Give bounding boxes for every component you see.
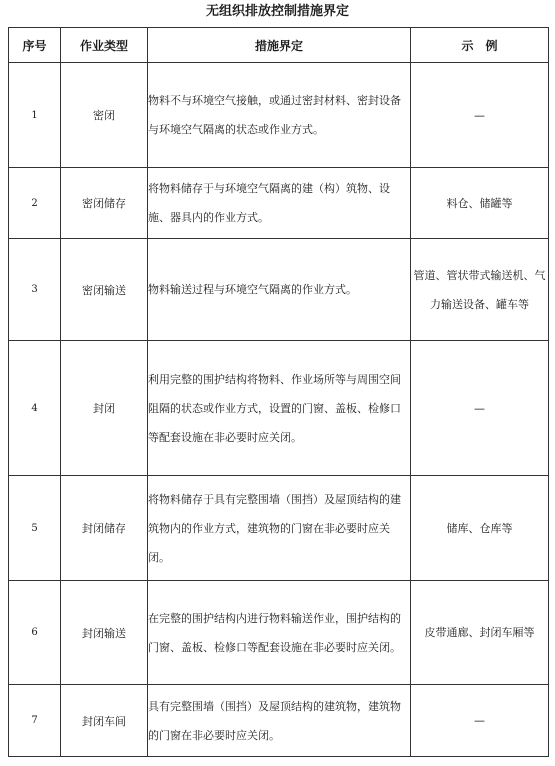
control-measures-table (8, 27, 549, 757)
table-row (9, 239, 549, 341)
work-type: 封闭输送 (61, 581, 148, 685)
header-number: 序号 (9, 28, 61, 63)
measure-definition: 利用完整的围护结构将物料、作业场所等与周围空间阻隔的状态或作业方式，设置的门窗、盖板、检修口等配套设施在非必要时应关闭。 (148, 341, 411, 476)
work-type: 封闭 (61, 341, 148, 476)
table-row (9, 63, 549, 168)
example: 料仓、储罐等 (411, 168, 549, 239)
row-number: 3 (9, 239, 61, 341)
header-measure-definition: 措施界定 (148, 28, 411, 63)
example: — (411, 63, 549, 168)
work-type: 密闭输送 (61, 239, 148, 341)
row-number: 5 (9, 476, 61, 581)
header-row (9, 28, 549, 63)
measure-definition: 在完整的围护结构内进行物料输送作业，围护结构的门窗、盖板、检修口等配套设施在非必要时应关闭。 (148, 581, 411, 685)
measure-definition: 物料输送过程与环境空气隔离的作业方式。 (148, 239, 411, 341)
example: 皮带通廊、封闭车厢等 (411, 581, 549, 685)
measure-definition: 具有完整围墙（围挡）及屋顶结构的建筑物，建筑物的门窗在非必要时应关闭。 (148, 685, 411, 757)
header-work-type: 作业类型 (61, 28, 148, 63)
example: 管道、管状带式输送机、气力输送设备、罐车等 (411, 239, 549, 341)
example: — (411, 685, 549, 757)
work-type: 密闭储存 (61, 168, 148, 239)
table-row (9, 168, 549, 239)
example: 储库、仓库等 (411, 476, 549, 581)
table-row (9, 581, 549, 685)
document-title: 无组织排放控制措施界定 (205, 4, 349, 19)
table-row (9, 476, 549, 581)
header-example: 示 例 (411, 28, 549, 63)
table-row (9, 685, 549, 757)
row-number: 1 (9, 63, 61, 168)
measure-definition: 物料不与环境空气接触，或通过密封材料、密封设备与环境空气隔离的状态或作业方式。 (148, 63, 411, 168)
work-type: 密闭 (61, 63, 148, 168)
row-number: 2 (9, 168, 61, 239)
measure-definition: 将物料储存于具有完整围墙（围挡）及屋顶结构的建筑物内的作业方式，建筑物的门窗在非必要时应关闭。 (148, 476, 411, 581)
table-row (9, 341, 549, 476)
work-type: 封闭储存 (61, 476, 148, 581)
row-number: 7 (9, 685, 61, 757)
example: — (411, 341, 549, 476)
row-number: 6 (9, 581, 61, 685)
row-number: 4 (9, 341, 61, 476)
work-type: 封闭车间 (61, 685, 148, 757)
measure-definition: 将物料储存于与环境空气隔离的建（构）筑物、设施、器具内的作业方式。 (148, 168, 411, 239)
